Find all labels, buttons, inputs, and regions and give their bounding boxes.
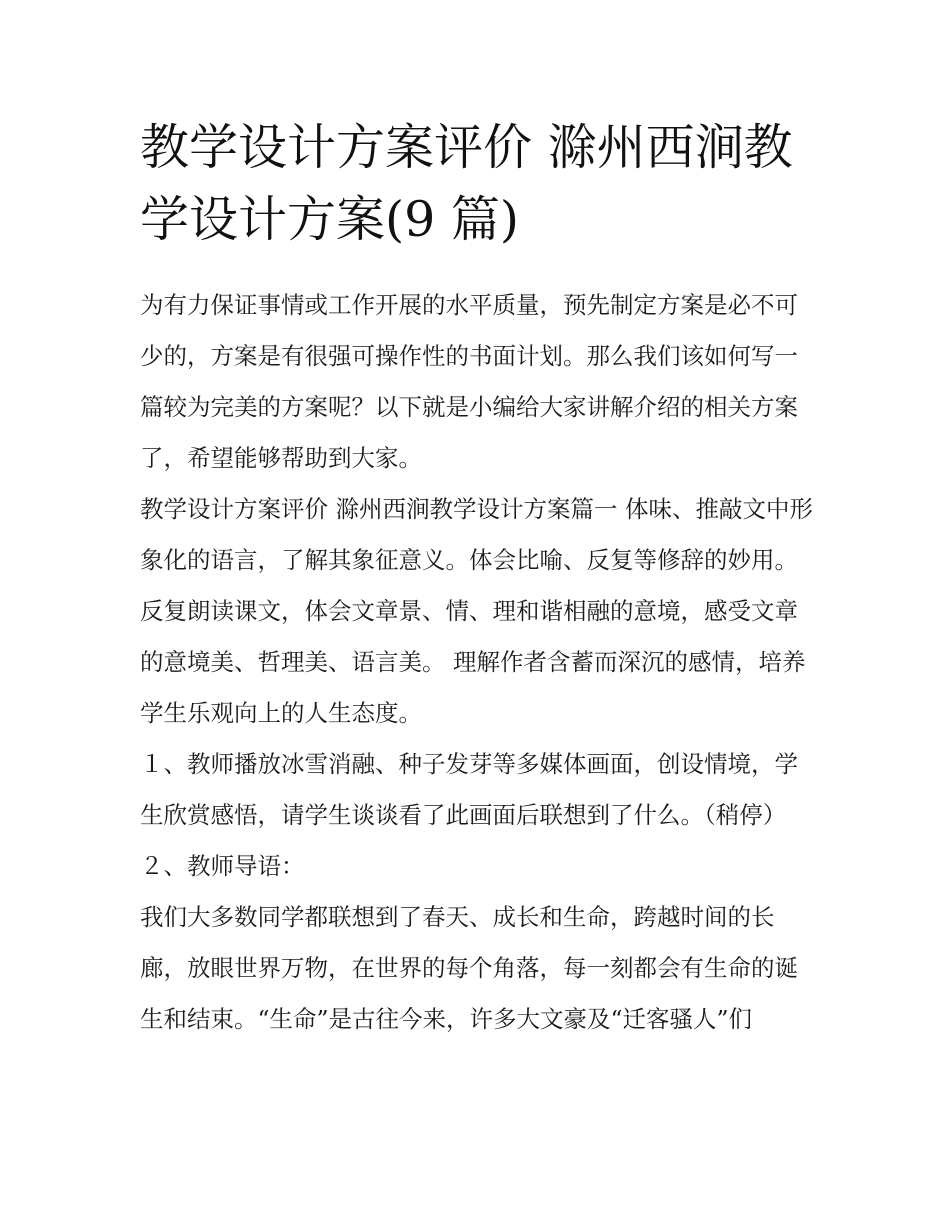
document-body xyxy=(140,280,820,1045)
paragraph-reading-goals: 反复朗读课文，体会文章景、情、理和谐相融的意境，感受文章的意境美、哲理美、语言美。 理解作者含蓄而深沉的感情，培养学生乐观向上的人生态度。 xyxy=(140,597,806,727)
document-title: 教学设计方案评价 滁州西涧教学设计方案(9 篇) xyxy=(140,119,793,248)
paragraph-intro: 为有力保证事情或工作开展的水平质量，预先制定方案是必不可少的，方案是有很强可操作性的书面计划。那么我们该如何写一篇较为完美的方案呢？以下就是小编给大家讲解介绍的相关方案了，希望能够帮助到大家。 xyxy=(140,291,798,472)
paragraph-teacher-intro: 我们大多数同学都联想到了春天、成长和生命，跨越时间的长廊，放眼世界万物，在世界的每个角落，每一刻都会有生命的诞生和结束。“生命”是古往今来，许多大文豪及“迁客骚人”们 xyxy=(140,903,798,1033)
paragraph-section-one: 教学设计方案评价 滁州西涧教学设计方案篇一 体味、推敲文中形象化的语言，了解其象征意义。体会比喻、反复等修辞的妙用。 xyxy=(140,495,813,574)
paragraph-teacher-steps: １、教师播放冰雪消融、种子发芽等多媒体画面，创设情境，学生欣赏感悟，请学生谈谈看了此画面后联想到了什么。（稍停） ２、教师导语： xyxy=(140,750,798,880)
